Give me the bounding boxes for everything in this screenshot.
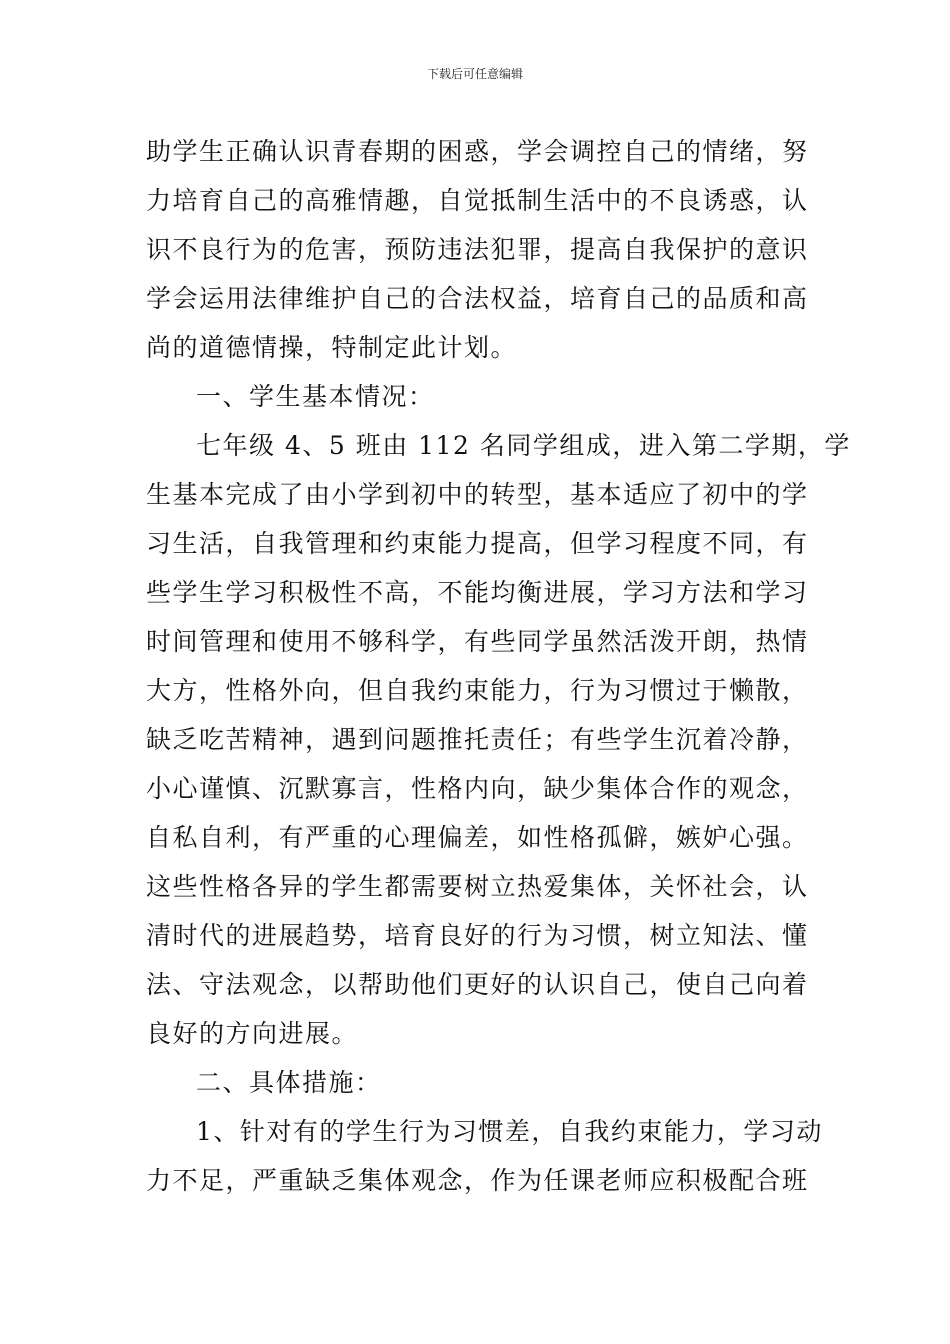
text-line: 自私自利，有严重的心理偏差，如性格孤僻，嫉妒心强。 xyxy=(146,823,809,852)
paragraph-start: 七年级 4、5 班由 112 名同学组成，进入第二学期，学 xyxy=(196,431,851,460)
text-line: 力不足，严重缺乏集体观念，作为任课老师应积极配合班 xyxy=(146,1166,809,1195)
section-heading: 二、具体措施： xyxy=(196,1068,382,1097)
text-line: 习生活，自我管理和约束能力提高，但学习程度不同，有 xyxy=(146,529,809,558)
text-line: 小心谨慎、沉默寡言，性格内向，缺少集体合作的观念， xyxy=(146,774,809,803)
text-line: 生基本完成了由小学到初中的转型，基本适应了初中的学 xyxy=(146,480,809,509)
text-line: 缺乏吃苦精神，遇到问题推托责任；有些学生沉着冷静， xyxy=(146,725,809,754)
text-line: 力培育自己的高雅情趣，自觉抵制生活中的不良诱惑，认 xyxy=(146,186,809,215)
text-line: 良好的方向进展。 xyxy=(146,1019,359,1048)
text-line: 大方，性格外向，但自我约束能力，行为习惯过于懒散， xyxy=(146,676,809,705)
text-line: 时间管理和使用不够科学，有些同学虽然活泼开朗，热情 xyxy=(146,627,809,656)
document-body xyxy=(146,127,851,1205)
text-line: 清时代的进展趋势，培育良好的行为习惯，树立知法、懂 xyxy=(146,921,809,950)
text-line: 助学生正确认识青春期的困惑，学会调控自己的情绪，努 xyxy=(146,137,809,166)
page-header: 下载后可任意编辑 xyxy=(426,67,523,81)
section-heading: 一、学生基本情况： xyxy=(196,382,435,411)
text-line: 学会运用法律维护自己的合法权益，培育自己的品质和高 xyxy=(146,284,809,313)
text-line: 这些性格各异的学生都需要树立热爱集体，关怀社会，认 xyxy=(146,872,809,901)
text-line: 些学生学习积极性不高，不能均衡进展，学习方法和学习 xyxy=(146,578,809,607)
text-line: 尚的道德情操，特制定此计划。 xyxy=(146,333,518,362)
text-line: 识不良行为的危害，预防违法犯罪，提高自我保护的意识 xyxy=(146,235,809,264)
text-line: 法、守法观念，以帮助他们更好的认识自己，使自己向着 xyxy=(146,970,809,999)
paragraph-start: 1、针对有的学生行为习惯差，自我约束能力，学习动 xyxy=(196,1117,823,1146)
